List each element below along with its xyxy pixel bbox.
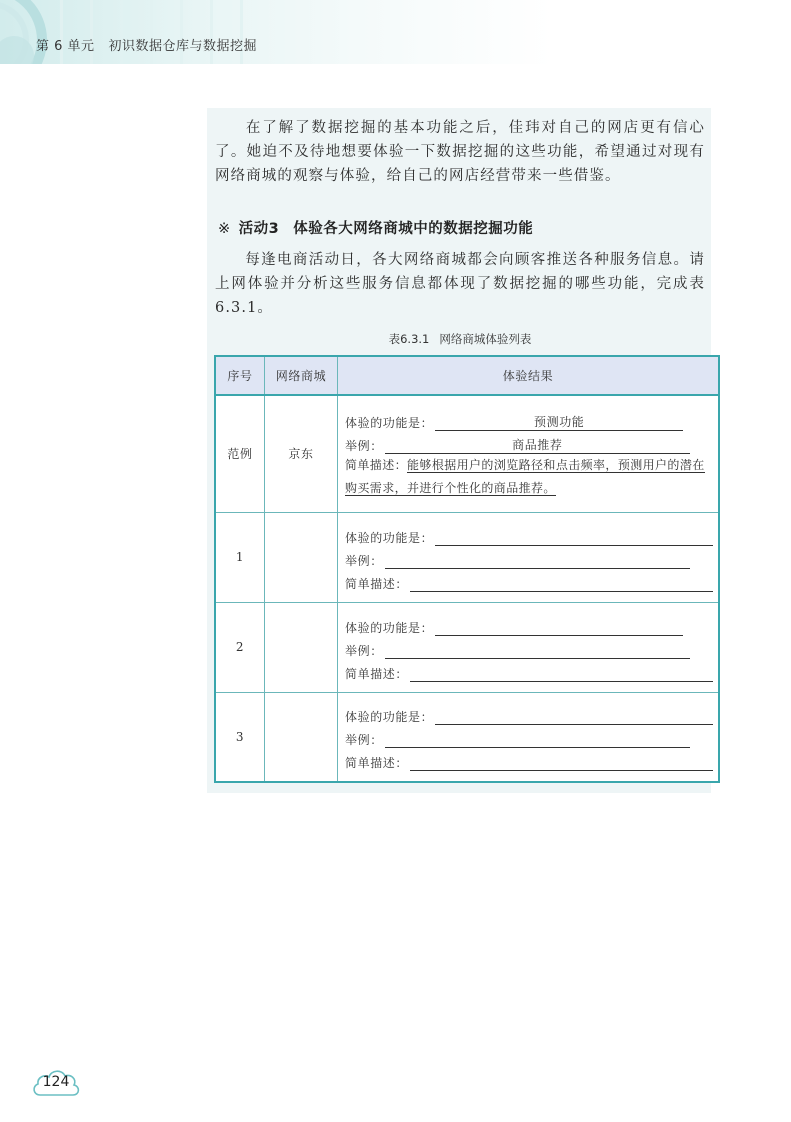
table-row — [215, 512, 719, 602]
header-mall: 网络商城 — [265, 356, 338, 395]
sample-example-value: 商品推荐 — [385, 438, 690, 454]
desc-label: 简单描述： — [345, 457, 408, 472]
activity-title: 体验各大网络商城中的数据挖掘功能 — [293, 221, 534, 237]
intro-paragraph — [215, 116, 705, 188]
unit-name: 初识数据仓库与数据挖掘 — [108, 39, 258, 54]
function-label: 体验的功能是： — [345, 710, 434, 725]
activity-text: 每逢电商活动日，各大网络商城都会向顾客推送各种服务信息。请上网体验并分析这些服务信息都体现了数据挖掘的哪些功能，完成表6.3.1。 — [215, 252, 705, 316]
page-number: 124 — [42, 1074, 70, 1090]
header-result: 体验结果 — [338, 356, 720, 395]
function-line — [345, 702, 713, 725]
sample-index: 范例 — [215, 395, 265, 512]
function-label: 体验的功能是： — [345, 415, 434, 430]
activity-paragraph — [215, 248, 705, 320]
sample-desc-line — [345, 454, 713, 500]
page-number-badge — [30, 1065, 82, 1099]
activity-number: 活动3 — [238, 221, 280, 237]
sample-function-line — [345, 408, 713, 431]
desc-label: 简单描述： — [345, 576, 409, 591]
row-mall-cell[interactable] — [265, 512, 338, 602]
row-index: 3 — [215, 692, 265, 782]
activity-mark: ※ — [218, 221, 231, 237]
sample-mall: 京东 — [265, 395, 338, 512]
page-header — [0, 0, 791, 64]
row-result — [338, 692, 720, 782]
header-decoration-icon — [0, 0, 360, 64]
header-index: 序号 — [215, 356, 265, 395]
activity-heading — [218, 217, 533, 238]
row-mall-cell[interactable] — [265, 692, 338, 782]
desc-line — [345, 748, 713, 771]
row-result — [338, 602, 720, 692]
example-line — [345, 546, 713, 569]
function-blank[interactable] — [435, 709, 713, 725]
example-line — [345, 636, 713, 659]
function-line — [345, 613, 713, 636]
table-caption-number: 表6.3.1 — [388, 332, 430, 346]
row-index: 2 — [215, 602, 265, 692]
desc-label: 简单描述： — [345, 756, 409, 771]
desc-label: 简单描述： — [345, 666, 409, 681]
example-label: 举例： — [345, 733, 383, 748]
row-result — [338, 512, 720, 602]
row-mall-cell[interactable] — [265, 602, 338, 692]
sample-function-value: 预测功能 — [435, 415, 683, 431]
sample-result — [338, 395, 720, 512]
function-line — [345, 523, 713, 546]
intro-text: 在了解了数据挖掘的基本功能之后，佳玮对自己的网店更有信心了。她迫不及待地想要体验一下数据挖掘的这些功能，希望通过对现有网络商城的观察与体验，给自己的网店经营带来一些借鉴。 — [215, 120, 705, 184]
desc-line — [345, 659, 713, 682]
table-row-sample — [215, 395, 719, 512]
table-row — [215, 692, 719, 782]
table-header-row — [215, 356, 719, 395]
table-row — [215, 602, 719, 692]
unit-title — [36, 35, 257, 54]
sample-desc-value: 能够根据用户的浏览路径和点击频率，预测用户的潜在购买需求，并进行个性化的商品推荐。 — [345, 457, 705, 495]
example-label: 举例： — [345, 553, 383, 568]
function-label: 体验的功能是： — [345, 620, 434, 635]
experience-table — [214, 355, 720, 783]
example-blank[interactable] — [385, 643, 690, 659]
desc-blank[interactable] — [410, 755, 713, 771]
function-blank[interactable] — [435, 620, 683, 636]
desc-blank[interactable] — [410, 666, 713, 682]
example-blank[interactable] — [385, 732, 690, 748]
example-label: 举例： — [345, 438, 383, 453]
function-blank[interactable] — [435, 530, 713, 546]
example-line — [345, 725, 713, 748]
function-label: 体验的功能是： — [345, 530, 434, 545]
desc-blank[interactable] — [410, 576, 713, 592]
example-blank[interactable] — [385, 553, 690, 569]
table-caption — [215, 331, 705, 347]
sample-example-line — [345, 431, 713, 454]
unit-number: 第 6 单元 — [36, 39, 95, 54]
row-index: 1 — [215, 512, 265, 602]
desc-line — [345, 569, 713, 592]
table-caption-title: 网络商城体验列表 — [439, 332, 532, 346]
example-label: 举例： — [345, 643, 383, 658]
